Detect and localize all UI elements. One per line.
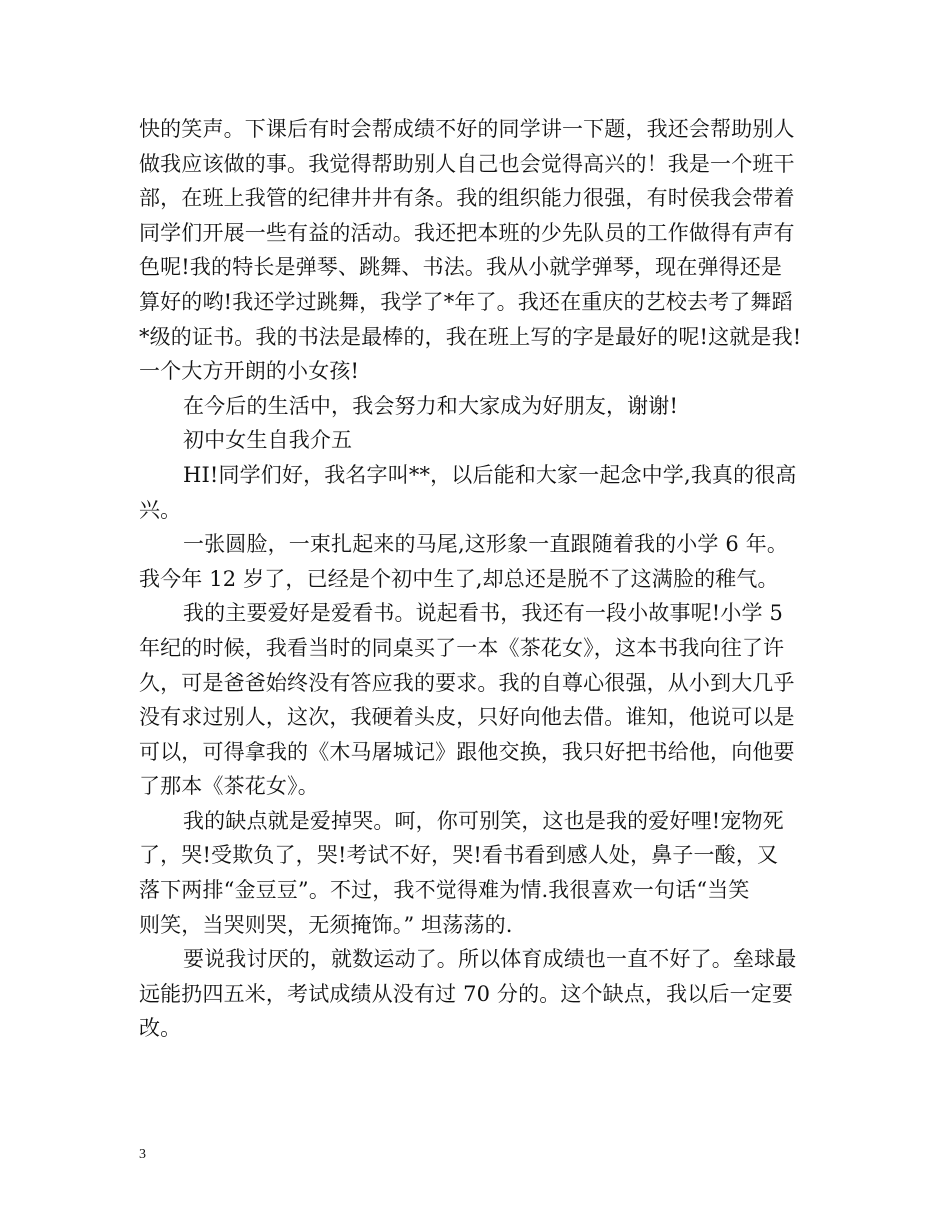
- text-line: 同学们开展一些有益的活动。我还把本班的少先队员的工作做得有声有: [139, 220, 795, 245]
- text-line: *级的证书。我的书法是最棒的，我在班上写的字是最好的呢!这就是我!: [139, 324, 802, 349]
- text-line: 我的主要爱好是爱看书。说起看书，我还有一段小故事呢!小学 5: [183, 601, 783, 626]
- text-line: 算好的哟!我还学过跳舞，我学了*年了。我还在重庆的艺校去考了舞蹈: [139, 289, 793, 314]
- text-line: 了那本《茶花女》。: [139, 774, 319, 799]
- document-body: [139, 112, 819, 1046]
- text-line: 色呢!我的特长是弹琴、跳舞、书法。我从小就学弹琴，现在弹得还是: [139, 255, 783, 280]
- text-line: 一个大方开朗的小女孩!: [139, 359, 360, 384]
- text-line: 则笑，当哭则哭，无须掩饰。” 坦荡荡的.: [139, 912, 513, 937]
- text-line: 部，在班上我管的纪律井井有条。我的组织能力很强，有时侯我会带着: [139, 186, 795, 211]
- text-line: 落下两排“金豆豆”。不过，我不觉得难为情.我很喜欢一句话“当笑: [139, 878, 750, 903]
- text-line: 年纪的时候，我看当时的同桌买了一本《茶花女》，这本书我向往了许: [139, 635, 785, 660]
- text-line: 一张圆脸，一束扎起来的马尾,这形象一直跟随着我的小学 6 年。: [183, 532, 789, 557]
- text-line: 远能扔四五米，考试成绩从没有过 70 分的。这个缺点，我以后一定要: [139, 981, 794, 1006]
- text-line: 没有求过别人，这次，我硬着头皮，只好向他去借。谁知，他说可以是: [139, 705, 795, 730]
- text-line: 在今后的生活中，我会努力和大家成为好朋友，谢谢!: [183, 393, 679, 418]
- text-line: 快的笑声。下课后有时会帮成绩不好的同学讲一下题，我还会帮助别人: [139, 117, 795, 141]
- text-line: 改。: [139, 1016, 182, 1041]
- text-line: 要说我讨厌的，就数运动了。所以体育成绩也一直不好了。垒球最: [183, 947, 797, 972]
- text-line: HI!同学们好，我名字叫**，以后能和大家一起念中学,我真的很高: [183, 462, 797, 487]
- page-number: 3: [139, 1147, 146, 1162]
- text-line: 了，哭!受欺负了，哭!考试不好，哭!看书看到感人处，鼻子一酸，又: [139, 843, 779, 868]
- text-line: 兴。: [139, 497, 182, 522]
- section-heading: 初中女生自我介五: [183, 428, 353, 453]
- text-line: 可以，可得拿我的《木马屠城记》跟他交换，我只好把书给他，向他要: [139, 739, 795, 764]
- text-line: 我今年 12 岁了，已经是个初中生了,却总还是脱不了这满脸的稚气。: [139, 566, 779, 591]
- text-line: 久，可是爸爸始终没有答应我的要求。我的自尊心很强，从小到大几乎: [139, 670, 795, 695]
- text-line: 我的缺点就是爱掉哭。呵，你可别笑，这也是我的爱好哩!宠物死: [183, 808, 784, 833]
- text-line: 做我应该做的事。我觉得帮助别人自己也会觉得高兴的！我是一个班干: [139, 151, 795, 176]
